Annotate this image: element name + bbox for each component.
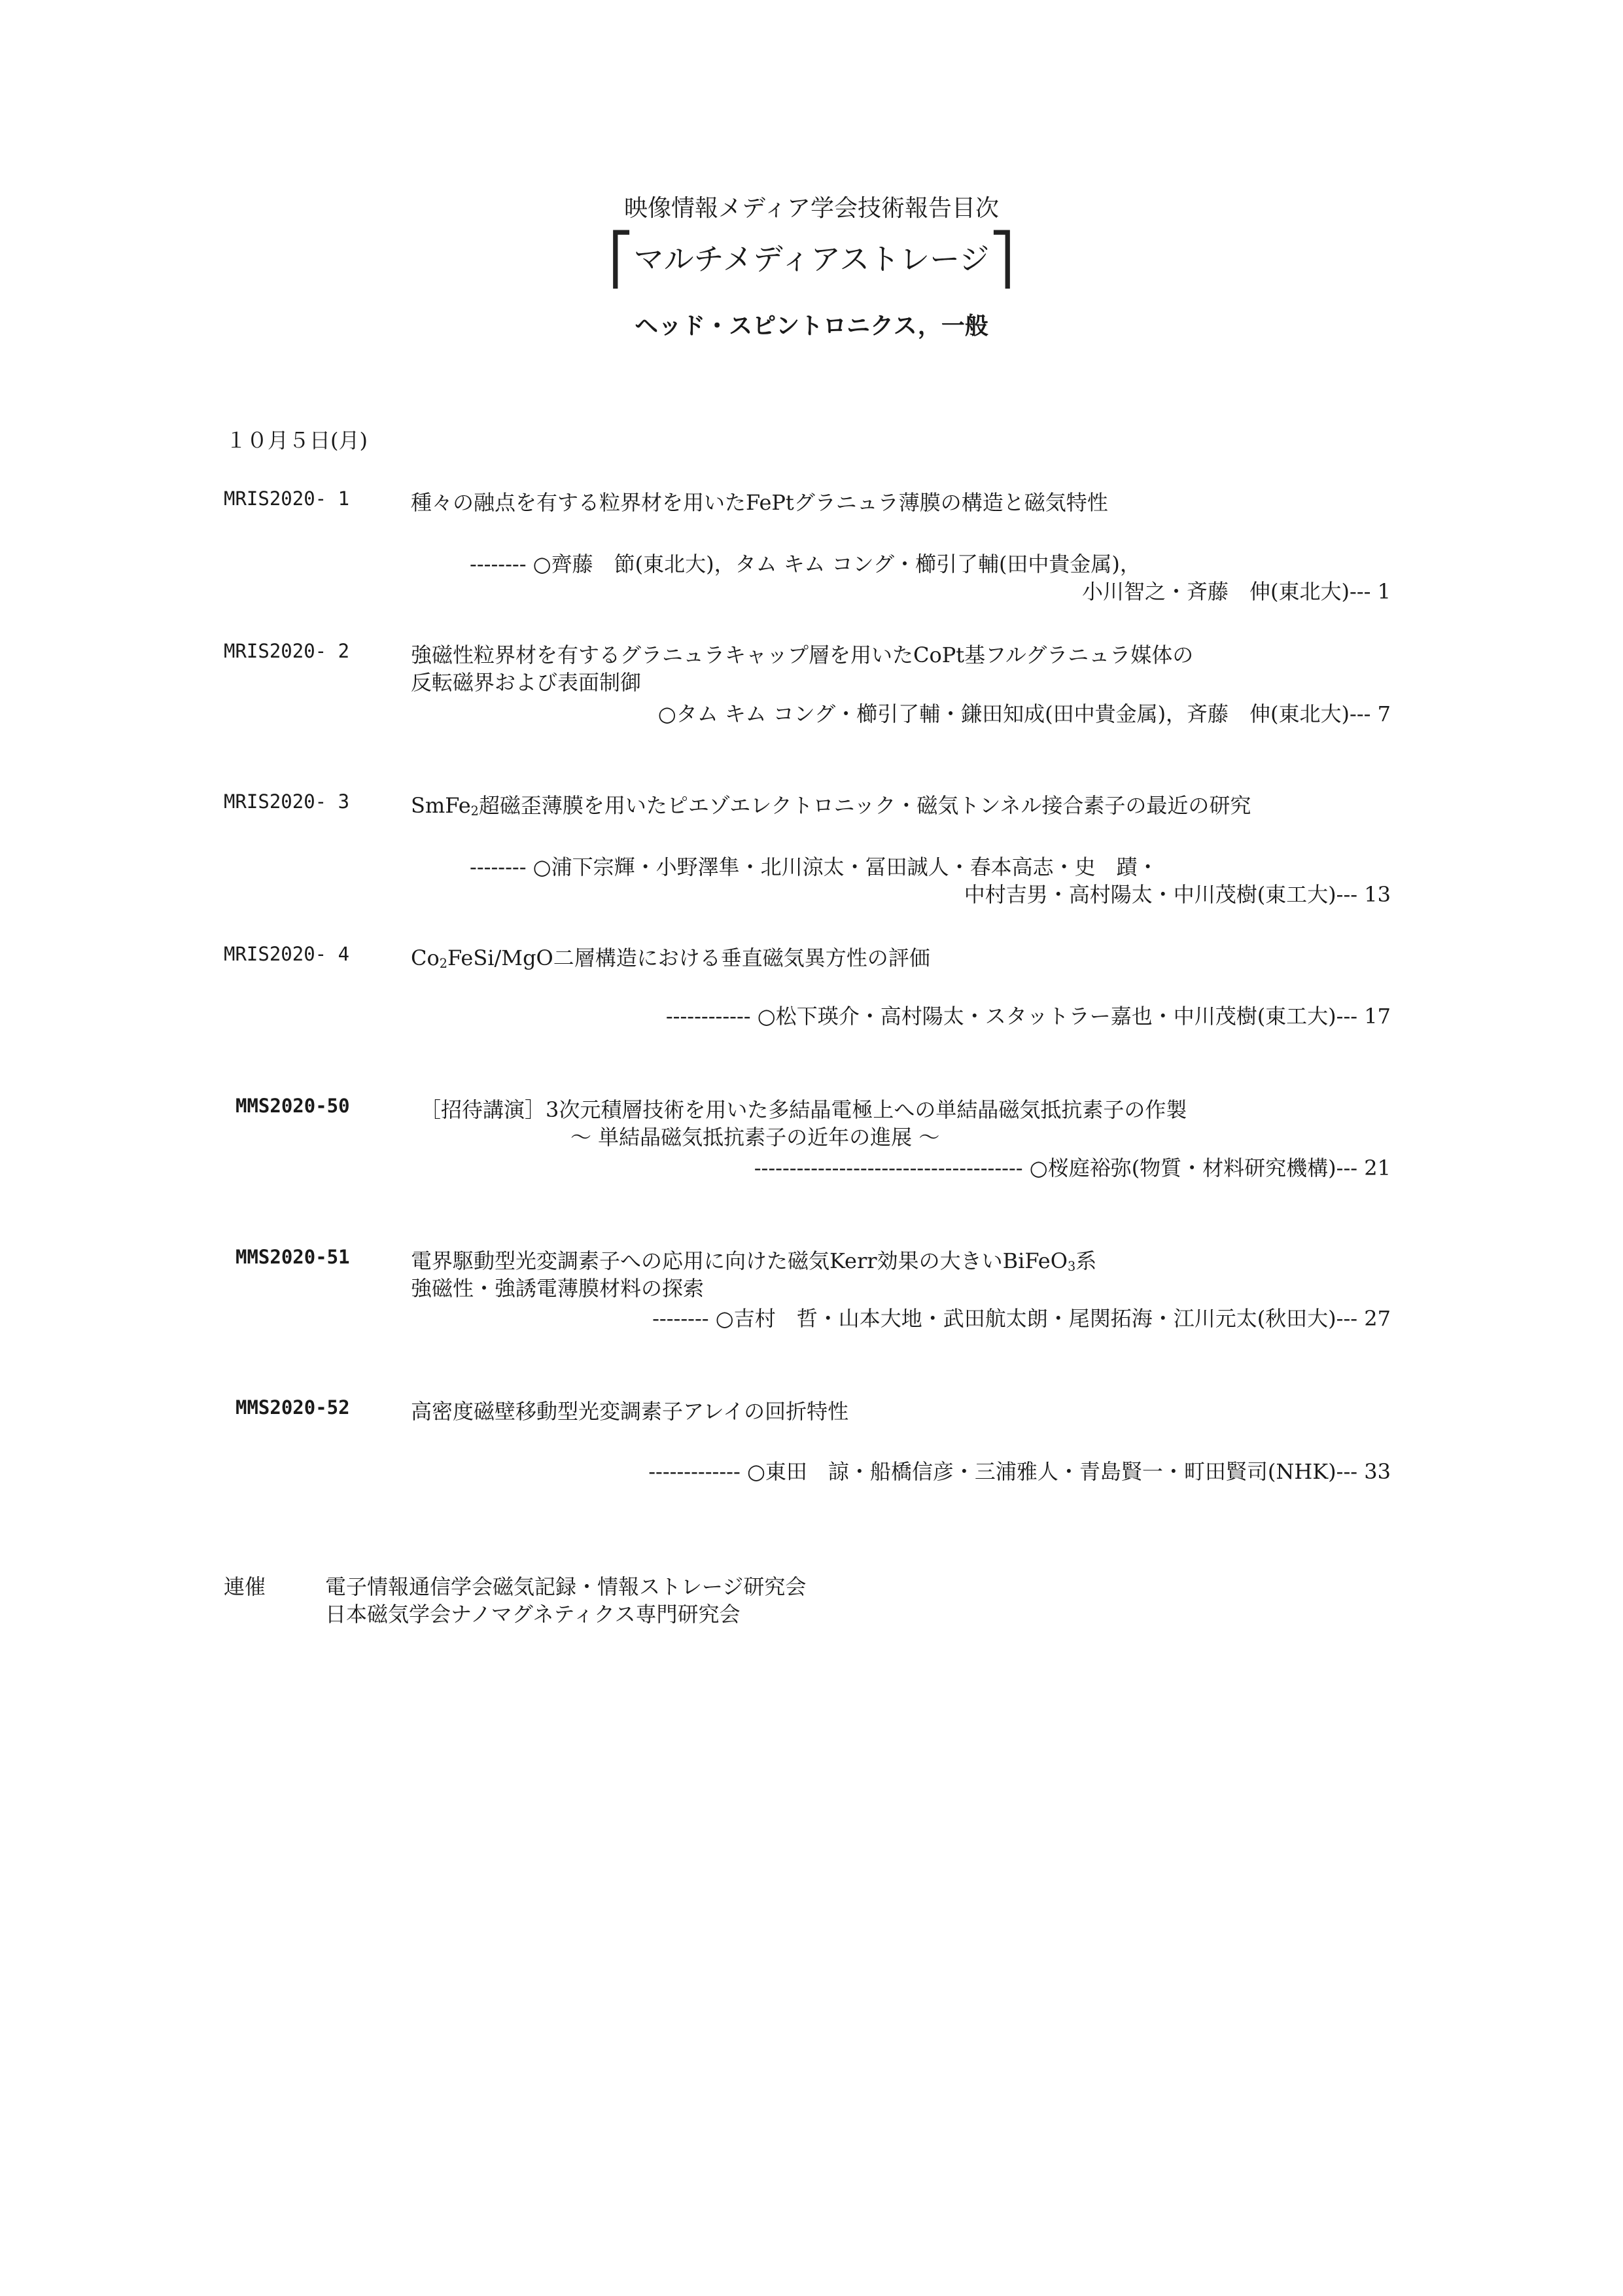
paper-code: MMS2020-52 (236, 1396, 350, 1419)
title-part: 電界駆動型光変調素子への応用に向けた磁気Kerr効果の大きいBiFeO (411, 1248, 1068, 1273)
paper-code: MRIS2020- 2 (224, 640, 350, 662)
paper-title: 反転磁界および表面制御 (411, 670, 642, 695)
meeting-theme: ヘッド・スピントロニクス，一般 (635, 313, 988, 340)
title-part: SmFe (411, 793, 471, 818)
title-subscript: 3 (1067, 1259, 1076, 1274)
paper-authors: ------------- ○東田 諒・船橋信彦・三浦雅人・青島賢一・町田賢司(NHK)--- 33 (648, 1459, 1391, 1484)
paper-authors: -------- ○浦下宗輝・小野澤隼・北川涼太・冨田誠人・春本高志・史 蹟・ (470, 855, 1159, 879)
committee-name (0, 230, 1623, 288)
title-part: 系 (1075, 1248, 1097, 1273)
paper-title (411, 942, 930, 972)
title-subscript: 2 (439, 956, 447, 971)
title-part: Co (411, 945, 440, 970)
paper-title: 種々の融点を有する粒界材を用いたFePtグラニュラ薄膜の構造と磁気特性 (411, 490, 1108, 515)
paper-title: 強磁性・強誘電薄膜材料の探索 (411, 1276, 705, 1301)
paper-title (411, 1245, 1096, 1275)
paper-code: MRIS2020- 4 (224, 943, 350, 965)
paper-subtitle: ～ 単結晶磁気抵抗素子の近年の進展 ～ (570, 1125, 940, 1150)
paper-authors: -------------------------------------- ○桜庭裕弥(物質・材料研究機構)--- 21 (754, 1156, 1391, 1180)
paper-title (411, 789, 1251, 819)
paper-code: MRIS2020- 1 (224, 487, 350, 510)
left-bracket: ⎡ (608, 230, 634, 288)
right-bracket: ⎤ (989, 230, 1015, 288)
paper-authors: 中村吉男・高村陽太・中川茂樹(東工大)--- 13 (964, 882, 1391, 907)
title-subscript: 2 (470, 804, 479, 819)
paper-code: MMS2020-51 (236, 1246, 350, 1268)
committee-label: マルチメディアストレージ (633, 241, 990, 277)
paper-code: MMS2020-50 (236, 1095, 350, 1117)
paper-authors: ○タム キム コング・櫛引了輔・鎌田知成(田中貴金属)，斉藤 伸(東北大)--- 7 (657, 701, 1391, 726)
title-part: FeSi/MgO二層構造における垂直磁気異方性の評価 (447, 945, 930, 970)
paper-authors: -------- ○齊藤 節(東北大)，タム キム コング・櫛引了輔(田中貴金属)， (470, 552, 1141, 576)
paper-authors: ------------ ○松下瑛介・高村陽太・スタットラー嘉也・中川茂樹(東工大)--- 17 (665, 1004, 1391, 1029)
cosponsor-item: 電子情報通信学会磁気記録・情報ストレージ研究会 (325, 1574, 807, 1599)
paper-authors: -------- ○吉村 哲・山本大地・武田航太朗・尾関拓海・江川元太(秋田大)--- 27 (652, 1306, 1391, 1331)
paper-code: MRIS2020- 3 (224, 790, 350, 813)
title-part: 超磁歪薄膜を用いたピエゾエレクトロニック・磁気トンネル接合素子の最近の研究 (478, 793, 1251, 818)
paper-authors: 小川智之・斉藤 伸(東北大)--- 1 (1082, 579, 1391, 604)
paper-title: 高密度磁壁移動型光変調素子アレイの回折特性 (411, 1399, 849, 1424)
paper-title: ［招待講演］3次元積層技術を用いた多結晶電極上への単結晶磁気抵抗素子の作製 (420, 1097, 1187, 1122)
session-date: １０月５日(月) (226, 428, 368, 453)
paper-title: 強磁性粒界材を有するグラニュラキャップ層を用いたCoPt基フルグラニュラ媒体の (411, 643, 1194, 667)
report-title: 映像情報メディア学会技術報告目次 (623, 195, 1000, 222)
cosponsor-label: 連催 (224, 1574, 266, 1599)
cosponsor-item: 日本磁気学会ナノマグネティクス専門研究会 (325, 1602, 741, 1627)
